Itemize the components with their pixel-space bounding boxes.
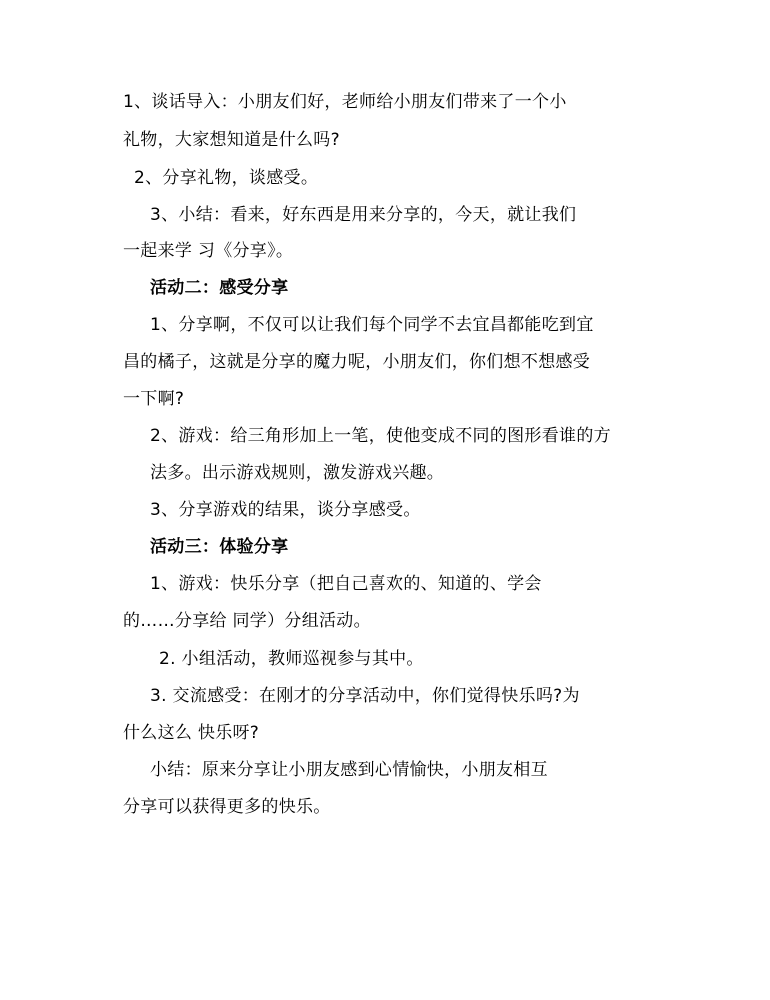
text-line: 1、游戏：快乐分享（把自己喜欢的、知道的、学会 [150, 574, 542, 594]
text-line: 3. 交流感受：在刚才的分享活动中，你们觉得快乐吗?为 [150, 686, 580, 706]
text-line: 法多。出示游戏规则，激发游戏兴趣。 [150, 463, 445, 483]
text-line: 3、小结：看来，好东西是用来分享的，今天，就让我们 [150, 205, 577, 225]
text-line: 分享可以获得更多的快乐。 [123, 797, 331, 817]
section-heading: 活动三：体验分享 [150, 537, 289, 557]
section-heading: 活动二：感受分享 [150, 278, 289, 298]
text-line: 小结：原来分享让小朋友感到心情愉快，小朋友相互 [150, 760, 548, 780]
text-line: 什么这么 快乐呀? [123, 723, 260, 743]
text-line: 2、分享礼物，谈感受。 [134, 168, 319, 188]
text-line: 礼物，大家想知道是什么吗? [123, 130, 340, 150]
text-line: 2、游戏：给三角形加上一笔，使他变成不同的图形看谁的方 [150, 426, 611, 446]
text-line: 1、谈话导入：小朋友们好，老师给小朋友们带来了一个小 [123, 92, 567, 112]
text-line: 一下啊? [123, 389, 185, 409]
text-line: 1、分享啊，不仅可以让我们每个同学不去宜昌都能吃到宜 [150, 315, 594, 335]
text-line: 一起来学 习《分享》。 [123, 241, 294, 261]
text-line: 3、分享游戏的结果，谈分享感受。 [150, 500, 421, 520]
text-line: 2. 小组活动，教师巡视参与其中。 [159, 649, 424, 669]
text-line: 昌的橘子，这就是分享的魔力呢，小朋友们，你们想不想感受 [123, 352, 591, 372]
text-line: 的……分享给 同学）分组活动。 [123, 611, 371, 631]
